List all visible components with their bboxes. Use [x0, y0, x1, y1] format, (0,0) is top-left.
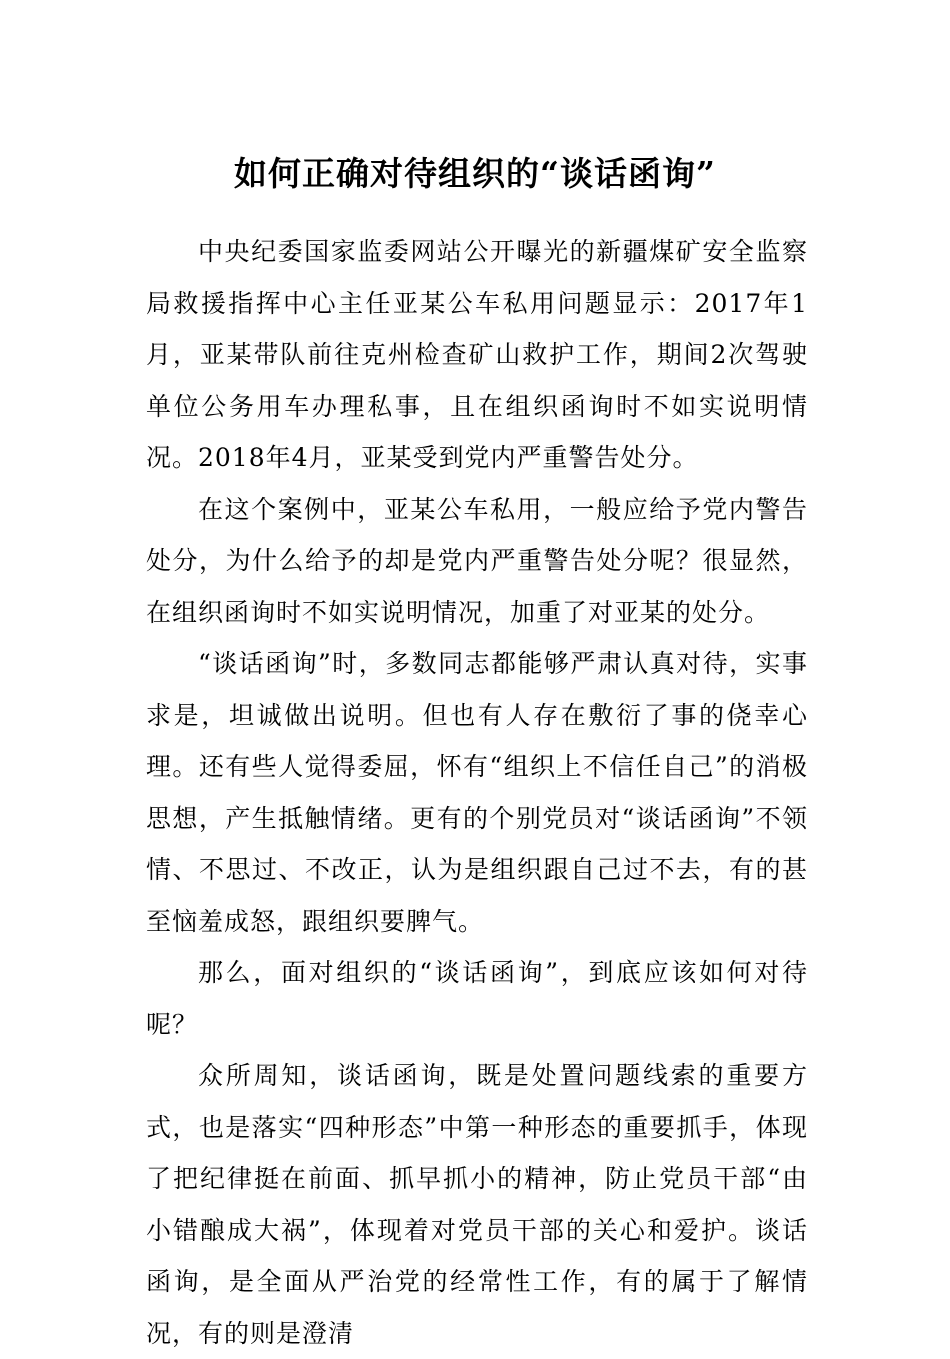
document-body	[146, 226, 808, 1359]
paragraph-2: 在这个案例中，亚某公车私用，一般应给予党内警告处分，为什么给予的却是党内严重警告处分呢？很显然，在组织函询时不如实说明情况，加重了对亚某的处分。	[146, 494, 808, 627]
paragraph-3: “谈话函询”时，多数同志都能够严肃认真对待，实事求是，坦诚做出说明。但也有人存在敷衍了事的侥幸心理。还有些人觉得委屈，怀有“组织上不信任自己”的消极思想，产生抵触情绪。更有的个别党员对“谈话函询”不领情、不思过、不改正，认为是组织跟自己过不去，有的甚至恼羞成怒，跟组织要脾气。	[146, 649, 808, 936]
paragraph-5: 众所周知，谈话函询，既是处置问题线索的重要方式，也是落实“四种形态”中第一种形态的重要抓手，体现了把纪律挺在前面、抓早抓小的精神，防止党员干部“由小错酿成大祸”，体现着对党员干部的关心和爱护。谈话函询，是全面从严治党的经常性工作，有的属于了解情况，有的则是澄清	[146, 1061, 808, 1348]
document-title: 如何正确对待组织的“谈话函询”	[234, 154, 716, 194]
paragraph-1: 中央纪委国家监委网站公开曝光的新疆煤矿安全监察局救援指挥中心主任亚某公车私用问题显示：2017年1月，亚某带队前往克州检查矿山救护工作，期间2次驾驶单位公务用车办理私事，且在组织函询时不如实说明情况。2018年4月，亚某受到党内严重警告处分。	[146, 237, 808, 472]
paragraph-4: 那么，面对组织的“谈话函询”，到底应该如何对待呢？	[146, 958, 808, 1039]
